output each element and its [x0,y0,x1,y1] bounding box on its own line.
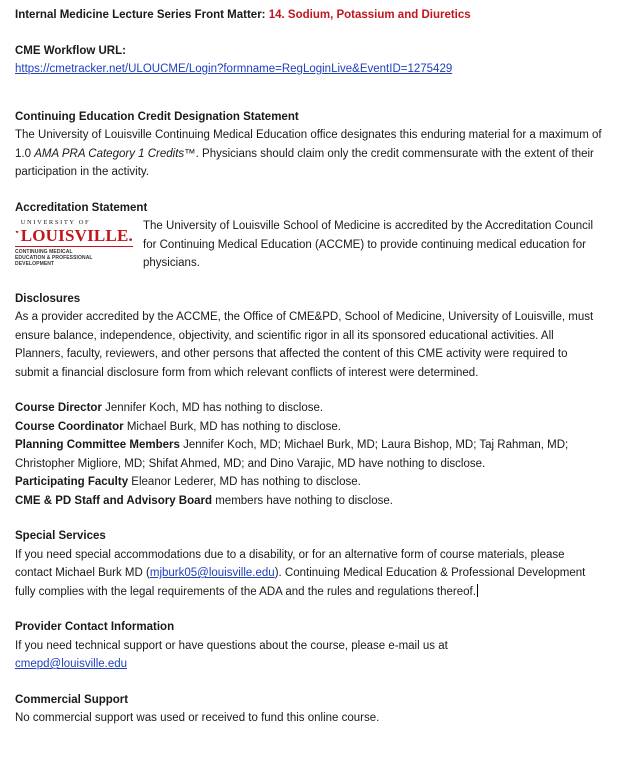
series-label: Internal Medicine Lecture Series Front Matter: [15,9,266,21]
role-disclosure: Jennifer Koch, MD has nothing to disclose. [101,402,324,414]
logo-louisville-text: LOUISVILLE. [20,226,133,245]
credit-text-italic: AMA PRA Category 1 Credits™ [34,147,196,160]
lecture-title: 14. Sodium, Potassium and Diuretics [268,9,471,21]
special-services-text-before: If you need special accommodations due to a disability, or for an alternative form of course materials, please contact Michael Burk MD ( [15,548,565,579]
provider-contact-heading: Provider Contact Information [15,621,175,633]
role-disclosure: Michael Burk, MD has nothing to disclose. [123,420,341,433]
logo-university-text: UNIVERSITY OF [20,219,91,226]
person-course-coordinator [15,418,604,437]
logo-subtitle-2: EDUCATION & PROFESSIONAL [15,255,93,261]
person-cme-staff [15,492,604,511]
workflow-heading: CME Workflow URL: [15,44,126,57]
special-services-text-after: ). Continuing Medical Education & Professional Development fully complies with the legal requirements of the ADA and the rules and regulations thereof. [15,567,586,598]
credit-text-after: . Physicians should claim only the credit commensurate with the extent of their participation in the activity. [15,147,594,178]
role-disclosure: Jennifer Koch, MD; Michael Burk, MD; Laura Bishop, MD; Taj Rahman, MD; Christopher Migliore, MD; Shifat Ahmed, MD; and Dino Varajic, MD have nothing to disclose. [15,439,569,470]
provider-contact-text: If you need technical support or have questions about the course, please e-mail us at [15,639,448,652]
credit-text-before: The University of Louisville Continuing Medical Education office designates this enduring material for a maximum of 1.0 [15,129,602,160]
disclosures-text: As a provider accredited by the ACCME, the Office of CME&PD, School of Medicine, University of Louisville, must ensure balance, independence, objectivity, and scientific rigor in all its sponsored educational activities. All Planners, faculty, reviewers, and other persons that affected the content of this CME activity were required to submit a financial disclosure form from which relevant conflicts of interest were determined. [15,311,594,379]
coordinator-email-link[interactable]: mjburk05@louisville.edu [149,567,275,579]
special-services-heading: Special Services [15,530,106,542]
commercial-support-text: No commercial support was used or received to fund this online course. [15,712,380,724]
credit-heading: Continuing Education Credit Designation Statement [15,110,299,123]
credit-statement [15,126,604,182]
accreditation-text: The University of Louisville School of Medicine is accredited by the Accreditation Council for Continuing Medical Education (ACCME) to provide continuing medical education for physicians. [143,220,593,269]
people-list [15,399,604,510]
role-label: Course Director [15,402,102,414]
disclosures-heading: Disclosures [15,292,81,305]
workflow-url-link[interactable]: https://cmetracker.net/ULOUCME/Login?formname=RegLoginLive&EventID=1275429 [15,63,453,75]
logo-subtitle-3: DEVELOPMENT [15,261,55,267]
support-email-link[interactable]: cmepd@louisville.edu [15,658,128,670]
person-course-director [15,399,604,418]
person-planning-committee [15,436,604,473]
university-logo [15,217,133,267]
special-services-text [15,546,604,602]
accreditation-block [15,217,604,273]
document-title [15,6,604,25]
commercial-support-heading: Commercial Support [15,693,129,706]
role-disclosure: Eleanor Lederer, MD has nothing to disclose. [128,476,361,488]
role-disclosure: members have nothing to disclose. [212,494,393,507]
cardinal-bird-icon [15,221,19,243]
role-label: Planning Committee Members [15,439,180,451]
logo-subtitle-1: CONTINUING MEDICAL [15,249,73,255]
role-label: Course Coordinator [15,420,124,433]
text-cursor [477,584,478,597]
person-participating-faculty [15,473,604,492]
role-label: Participating Faculty [15,476,129,488]
accreditation-heading: Accreditation Statement [15,201,148,214]
role-label: CME & PD Staff and Advisory Board [15,494,213,507]
